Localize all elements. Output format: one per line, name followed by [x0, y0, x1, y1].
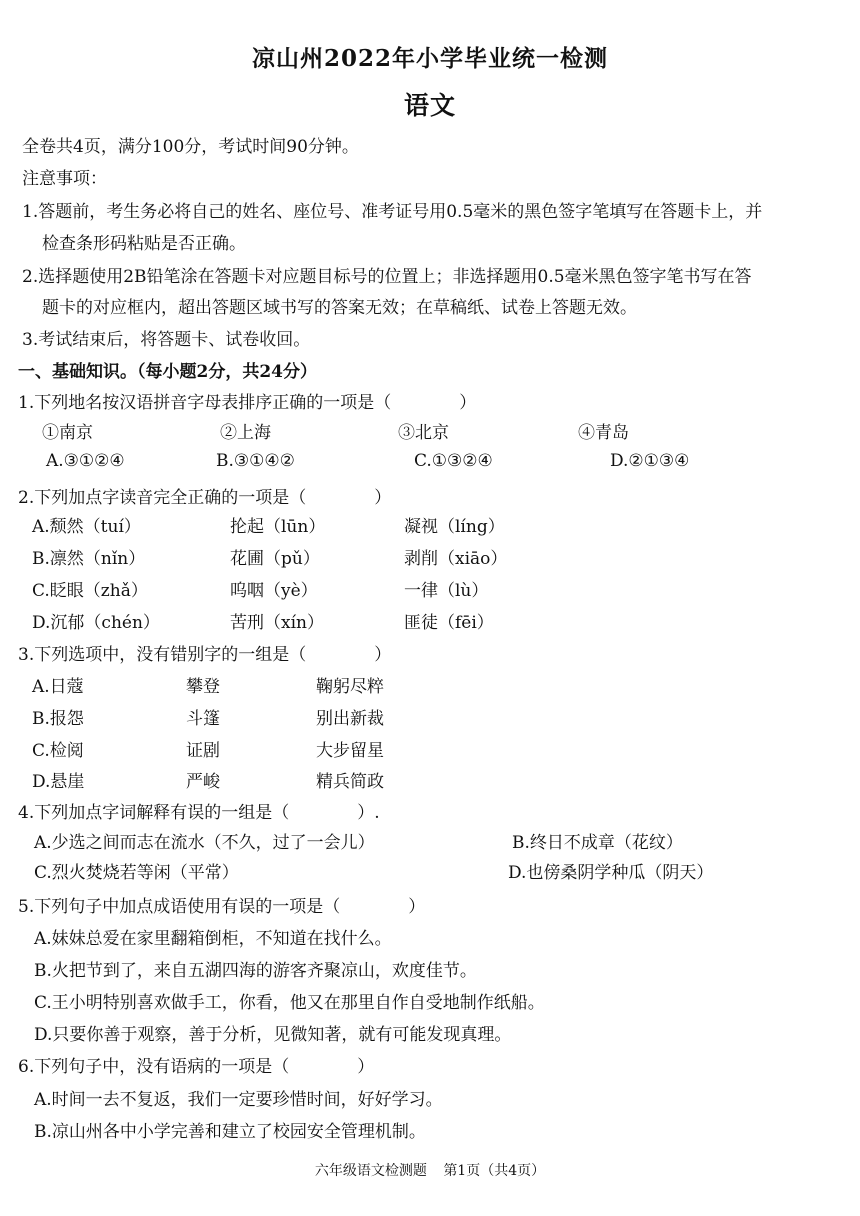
q1-option-a: A.③①②④ [46, 451, 125, 471]
q2-item: 花圃（pǔ） [230, 549, 320, 569]
q1-option-d: D.②①③④ [610, 451, 690, 471]
q3-item: B.报怨 [32, 709, 84, 729]
q1-place: ①南京 [42, 423, 93, 443]
footer-page-number: 第1页（共4页） [443, 1163, 546, 1179]
question-6-stem: 6.下列句子中，没有语病的一项是（ ） [18, 1057, 375, 1077]
q2-item: A.颓然（tuí） [32, 517, 141, 537]
q3-item: 鞠躬尽粹 [316, 677, 384, 697]
footer-exam-name: 六年级语文检测题 [314, 1163, 427, 1179]
q2-item: 匪徒（fēi） [404, 613, 494, 633]
q3-item: 别出新裁 [316, 709, 384, 729]
notice-line: 2.选择题使用2B铅笔涂在答题卡对应题目标号的位置上；非选择题用0.5毫米黑色签字笔书写在答 [22, 267, 752, 287]
exam-info: 全卷共4页，满分100分，考试时间90分钟。 [22, 137, 359, 157]
q6-option-b: B.凉山州各中小学完善和建立了校园安全管理机制。 [34, 1122, 426, 1142]
q4-option-a: A.少选之间而志在流水（不久，过了一会儿） [34, 833, 375, 853]
q2-item: B.凛然（nǐn） [32, 549, 146, 569]
q2-item: 抡起（lūn） [230, 517, 326, 537]
exam-subject: 语文 [403, 91, 456, 120]
q3-item: 斗篷 [186, 709, 220, 729]
question-5-stem: 5.下列句子中加点成语使用有误的一项是（ ） [18, 897, 426, 917]
q3-item: C.检阅 [32, 741, 84, 761]
notice-line: 题卡的对应框内，超出答题区域书写的答案无效；在草稿纸、试卷上答题无效。 [42, 298, 637, 318]
q3-item: 大步留星 [316, 741, 384, 761]
notice-line: 1.答题前，考生务必将自己的姓名、座位号、准考证号用0.5毫米的黑色签字笔填写在答题卡上，并 [22, 202, 763, 222]
question-4-stem: 4.下列加点字词解释有误的一组是（ ）. [18, 803, 380, 823]
q3-item: 证剧 [186, 741, 220, 761]
q1-place: ④青岛 [578, 423, 629, 443]
q2-item: 苦刑（xín） [230, 613, 324, 633]
q3-item: 攀登 [186, 677, 220, 697]
q4-option-d: D.也傍桑阴学种瓜（阴天） [508, 863, 714, 883]
q5-option-d: D.只要你善于观察，善于分析，见微知著，就有可能发现真理。 [34, 1025, 512, 1045]
q1-place: ③北京 [398, 423, 449, 443]
exam-title: 凉山州2022年小学毕业统一检测 [251, 45, 608, 72]
q1-option-b: B.③①④② [216, 451, 295, 471]
q5-option-c: C.王小明特别喜欢做手工，你看，他又在那里自作自受地制作纸船。 [34, 993, 545, 1013]
notice-label: 注意事项： [22, 169, 107, 189]
q3-item: A.日蔻 [32, 677, 84, 697]
notice-line: 检查条形码粘贴是否正确。 [42, 234, 246, 254]
q2-item: 剥削（xiāo） [404, 549, 508, 569]
q5-option-a: A.妹妹总爱在家里翻箱倒柜，不知道在找什么。 [34, 929, 392, 949]
question-1-stem: 1.下列地名按汉语拼音字母表排序正确的一项是（ ） [18, 393, 477, 413]
q2-item: 一律（lù） [404, 581, 489, 601]
q2-item: D.沉郁（chén） [32, 613, 160, 633]
q3-item: 严峻 [186, 772, 220, 792]
q4-option-b: B.终日不成章（花纹） [512, 833, 683, 853]
q4-option-c: C.烈火焚烧若等闲（平常） [34, 863, 239, 883]
q2-item: 凝视（líng） [404, 517, 505, 537]
question-3-stem: 3.下列选项中，没有错别字的一组是（ ） [18, 645, 392, 665]
q2-item: C.眨眼（zhǎ） [32, 581, 148, 601]
q5-option-b: B.火把节到了，来自五湖四海的游客齐聚凉山，欢度佳节。 [34, 961, 477, 981]
notice-line: 3.考试结束后，将答题卡、试卷收回。 [22, 330, 311, 350]
section-heading: 一、基础知识。（每小题2分，共24分） [18, 362, 317, 382]
page-footer [0, 1160, 860, 1180]
q3-item: D.悬崖 [32, 772, 85, 792]
q2-item: 呜咽（yè） [230, 581, 318, 601]
q1-place: ②上海 [220, 423, 271, 443]
question-2-stem: 2.下列加点字读音完全正确的一项是（ ） [18, 488, 392, 508]
q1-option-c: C.①③②④ [414, 451, 493, 471]
q6-option-a: A.时间一去不复返，我们一定要珍惜时间，好好学习。 [34, 1090, 443, 1110]
q3-item: 精兵简政 [316, 772, 384, 792]
